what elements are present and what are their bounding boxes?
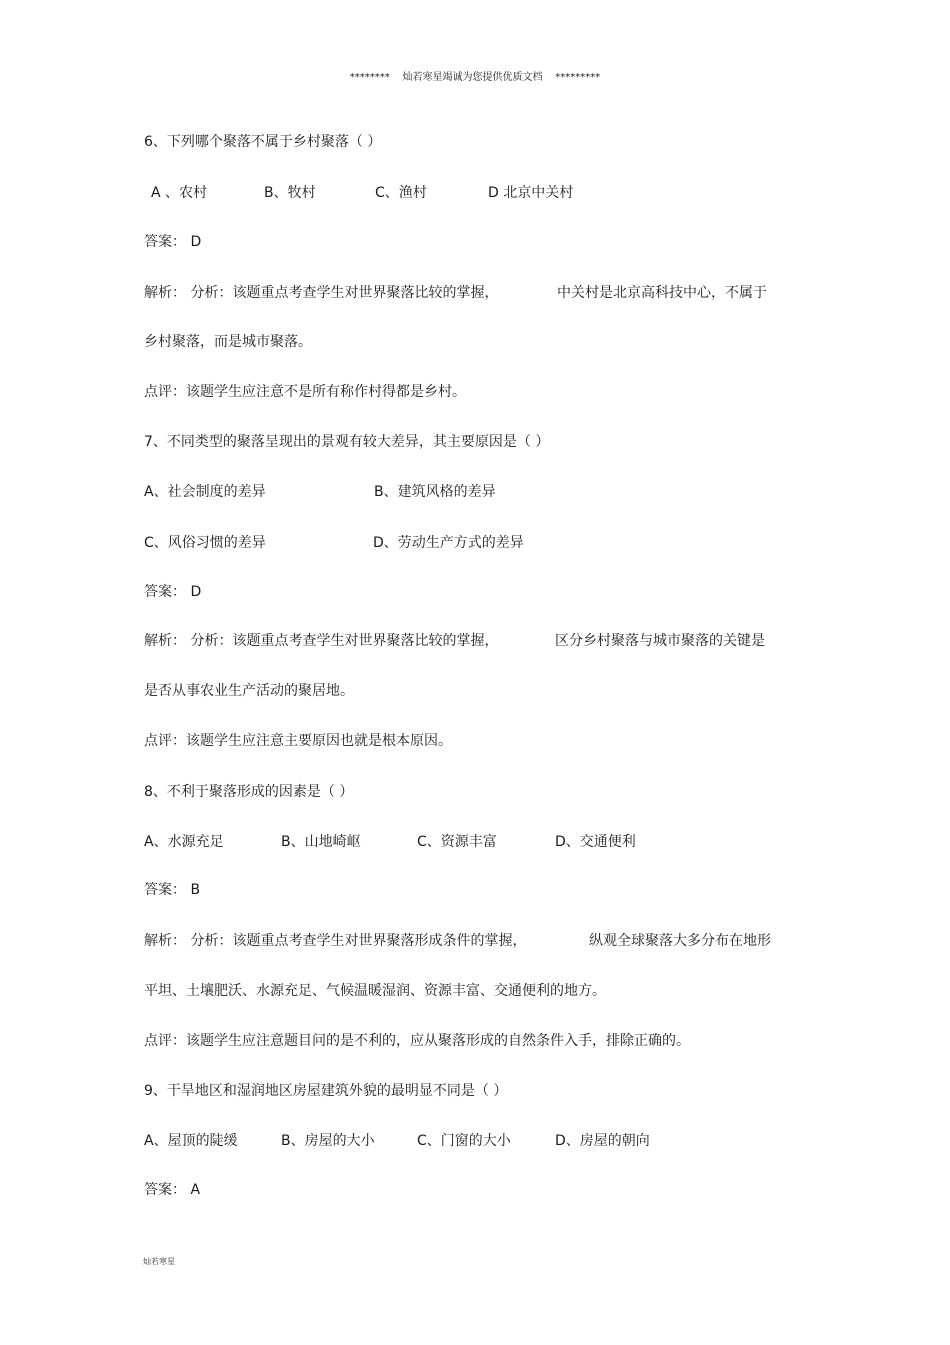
q8-option-a: A、水源充足 <box>144 834 224 850</box>
q8-analysis-part1: 解析： 分析：该题重点考查学生对世界聚落形成条件的掌握， <box>144 933 527 949</box>
question-8: 8、不利于聚落形成的因素是（ ） <box>144 784 354 800</box>
q6-comment: 点评：该题学生应注意不是所有称作村得都是乡村。 <box>144 384 466 400</box>
question-7: 7、不同类型的聚落呈现出的景观有较大差异，其主要原因是（ ） <box>144 434 550 450</box>
q7-analysis-line2: 是否从事农业生产活动的聚居地。 <box>144 683 354 699</box>
page-footer: 灿若寒星 <box>143 1257 175 1266</box>
q8-answer: 答案： B <box>144 882 201 898</box>
q7-analysis-part2: 区分乡村聚落与城市聚落的关键是 <box>555 633 765 649</box>
q9-option-c: C、门窗的大小 <box>417 1133 511 1149</box>
q9-answer: 答案： A <box>144 1182 201 1198</box>
q6-analysis-part1: 解析： 分析：该题重点考查学生对世界聚落比较的掌握， <box>144 285 499 301</box>
q7-answer: 答案： D <box>144 584 202 600</box>
q8-analysis-part2: 纵观全球聚落大多分布在地形 <box>589 933 771 949</box>
page-header-banner: ******** 灿若寒星竭诚为您提供优质文档 ********* <box>349 72 601 83</box>
q8-option-c: C、资源丰富 <box>417 834 497 850</box>
q8-analysis-line2: 平坦、土壤肥沃、水源充足、气候温暖湿润、资源丰富、交通便利的地方。 <box>144 983 606 999</box>
q9-option-a: A、屋顶的陡缓 <box>144 1133 238 1149</box>
q7-option-a: A、社会制度的差异 <box>144 484 266 500</box>
q6-analysis-part2: 中关村是北京高科技中心，不属于 <box>557 285 767 301</box>
q9-option-b: B、房屋的大小 <box>281 1133 375 1149</box>
q6-analysis-line2: 乡村聚落，而是城市聚落。 <box>144 334 312 350</box>
q7-option-c: C、风俗习惯的差异 <box>144 535 266 551</box>
q8-comment: 点评：该题学生应注意题目问的是不利的，应从聚落形成的自然条件入手，排除正确的。 <box>144 1033 690 1049</box>
q9-option-d: D、房屋的朝向 <box>555 1133 650 1149</box>
q8-option-d: D、交通便利 <box>555 834 636 850</box>
question-6: 6、下列哪个聚落不属于乡村聚落（ ） <box>144 134 382 150</box>
question-9: 9、干旱地区和湿润地区房屋建筑外貌的最明显不同是（ ） <box>144 1083 508 1099</box>
q6-option-c: C、渔村 <box>375 185 427 201</box>
q7-comment: 点评：该题学生应注意主要原因也就是根本原因。 <box>144 733 452 749</box>
q6-option-b: B、牧村 <box>264 185 316 201</box>
q7-option-b: B、建筑风格的差异 <box>374 484 496 500</box>
q7-analysis-part1: 解析： 分析：该题重点考查学生对世界聚落比较的掌握， <box>144 633 499 649</box>
q6-option-d: D 北京中关村 <box>488 185 574 201</box>
q7-option-d: D、劳动生产方式的差异 <box>373 535 524 551</box>
q6-answer: 答案： D <box>144 234 202 250</box>
q8-option-b: B、山地崎岖 <box>281 834 361 850</box>
q6-option-a: A 、农村 <box>151 185 208 201</box>
